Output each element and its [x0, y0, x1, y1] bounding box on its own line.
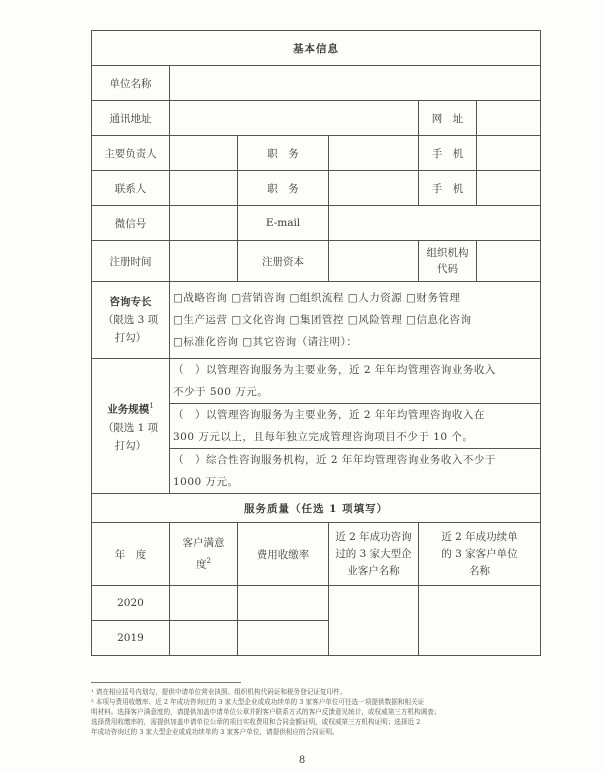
renew-field[interactable] — [419, 586, 541, 656]
clients-field[interactable] — [329, 586, 419, 656]
address-label: 通讯地址 — [92, 101, 170, 136]
scale-option-1-line1: （ ）以管理咨询服务为主要业务，近 2 年年均管理咨询业务收入 — [173, 364, 496, 376]
col-satisfaction-line1: 客户满意 — [182, 537, 225, 550]
col-satisfaction-header — [170, 523, 238, 586]
scale-option-2[interactable] — [170, 404, 541, 449]
leader-label: 主要负责人 — [92, 136, 170, 171]
address-field[interactable] — [170, 101, 419, 136]
contact-field[interactable] — [170, 171, 238, 206]
specialty-label — [92, 282, 170, 359]
scale-option-2-line2: 300 万元以上，且每年独立完成管理咨询项目不少于 10 个。 — [173, 431, 474, 443]
fee-2019-field[interactable] — [238, 621, 329, 656]
quality-header: 服务质量（任选 1 项填写） — [92, 494, 541, 523]
footnotes — [91, 682, 546, 737]
scale-note-1: （限选 1 项 — [102, 421, 159, 434]
org-code-field[interactable] — [477, 241, 541, 282]
leader-mobile-label: 手 机 — [419, 136, 477, 171]
wechat-field[interactable] — [170, 206, 238, 241]
specialty-row-2[interactable]: □生产运营 □文化咨询 □集团管控 □风险管理 □信息化咨询 — [173, 314, 472, 326]
col-renew-line2: 的 3 家客户单位 — [441, 547, 518, 560]
org-code-label-line1: 组织机构 — [426, 247, 469, 259]
year-2020-label: 2020 — [92, 586, 170, 621]
leader-position-label: 职 务 — [238, 136, 329, 171]
scale-option-3-line2: 1000 万元。 — [173, 476, 239, 488]
reg-capital-field[interactable] — [329, 241, 419, 282]
scale-label — [92, 359, 170, 494]
contact-position-label: 职 务 — [238, 171, 329, 206]
footnote-1: ¹ 请在相应括号内划勾，提供申请单位营业执照、组织机构代码证和税务登记证复印件。 — [91, 688, 347, 696]
satisfaction-2020-field[interactable] — [170, 586, 238, 621]
email-label: E-mail — [238, 206, 329, 241]
specialty-options[interactable] — [170, 282, 541, 359]
scale-note-2: 打勾） — [114, 439, 147, 452]
footnote-2a: ² 本项与费用收缴率、近 2 年成功咨询过的 3 家大型企业或成功续单的 3 家客户单位可任选一项提供数据和相关证 — [91, 698, 425, 706]
col-clients-line3: 业客户名称 — [347, 564, 400, 577]
scale-option-1[interactable] — [170, 359, 541, 404]
form-title: 基本信息 — [92, 31, 541, 66]
scale-option-2-line1: （ ）以管理咨询服务为主要业务，近 2 年年均管理咨询收入在 — [173, 409, 485, 421]
website-field[interactable] — [477, 101, 541, 136]
col-satisfaction-line2: 度 — [196, 558, 207, 571]
year-2019-label: 2019 — [92, 621, 170, 656]
basic-info-form — [91, 30, 541, 656]
specialty-note-2: 打勾） — [114, 332, 147, 344]
footnote-2d: 年成功咨询过的 3 家大型企业或成功续单的 3 家客户单位，请提供相应的合同证明。 — [91, 728, 339, 736]
email-field[interactable] — [329, 206, 541, 241]
unit-name-field[interactable] — [170, 66, 541, 101]
fee-2020-field[interactable] — [238, 586, 329, 621]
website-label: 网 址 — [419, 101, 477, 136]
col-year-header: 年 度 — [92, 523, 170, 586]
specialty-row-3[interactable]: □标准化咨询 □其它咨询（请注明）： — [173, 336, 358, 348]
col-renew-line3: 名称 — [469, 564, 491, 577]
leader-position-field[interactable] — [329, 136, 419, 171]
reg-capital-label: 注册资本 — [238, 241, 329, 282]
wechat-label: 微信号 — [92, 206, 170, 241]
contact-mobile-field[interactable] — [477, 171, 541, 206]
scale-option-3[interactable] — [170, 449, 541, 494]
contact-position-field[interactable] — [329, 171, 419, 206]
col-renew-header — [419, 523, 541, 586]
leader-mobile-field[interactable] — [477, 136, 541, 171]
col-fee-header: 费用收缴率 — [238, 523, 329, 586]
unit-name-label: 单位名称 — [92, 66, 170, 101]
col-clients-line1: 近 2 年成功咨询 — [335, 530, 412, 543]
reg-time-field[interactable] — [170, 241, 238, 282]
col-clients-header — [329, 523, 419, 586]
col-satisfaction-sup: 2 — [206, 557, 211, 566]
scale-title: 业务规模 — [107, 403, 150, 416]
scale-sup: 1 — [149, 402, 154, 411]
col-clients-line2: 过的 3 家大型企 — [335, 547, 412, 560]
satisfaction-2019-field[interactable] — [170, 621, 238, 656]
reg-time-label: 注册时间 — [92, 241, 170, 282]
page-number: 8 — [298, 755, 306, 766]
leader-field[interactable] — [170, 136, 238, 171]
footnote-rule — [91, 682, 241, 683]
specialty-row-1[interactable]: □战略咨询 □营销咨询 □组织流程 □人力资源 □财务管理 — [173, 292, 461, 304]
org-code-label-line2: 代码 — [437, 263, 458, 275]
specialty-title: 咨询专长 — [109, 296, 152, 308]
scale-option-1-line2: 不少于 500 万元。 — [173, 386, 269, 398]
specialty-note-1: （限选 3 项 — [102, 314, 159, 326]
footnote-2b: 明材料。选择客户满意度的，请提供加盖申请单位公章并附客户联系方式的客户反馈意见统计，或权威第三方机构调查； — [91, 708, 441, 716]
scale-option-3-line1: （ ）综合性咨询服务机构，近 2 年年均管理咨询业务收入不少于 — [173, 454, 496, 466]
col-renew-line1: 近 2 年成功续单 — [441, 530, 518, 543]
contact-label: 联系人 — [92, 171, 170, 206]
contact-mobile-label: 手 机 — [419, 171, 477, 206]
footnote-2c: 选择费用收缴率的，需提供加盖申请单位公章的项目实收费用和合同金额证明，或权威第三方机构证明；选择近 2 — [91, 718, 421, 726]
org-code-label — [419, 241, 477, 282]
